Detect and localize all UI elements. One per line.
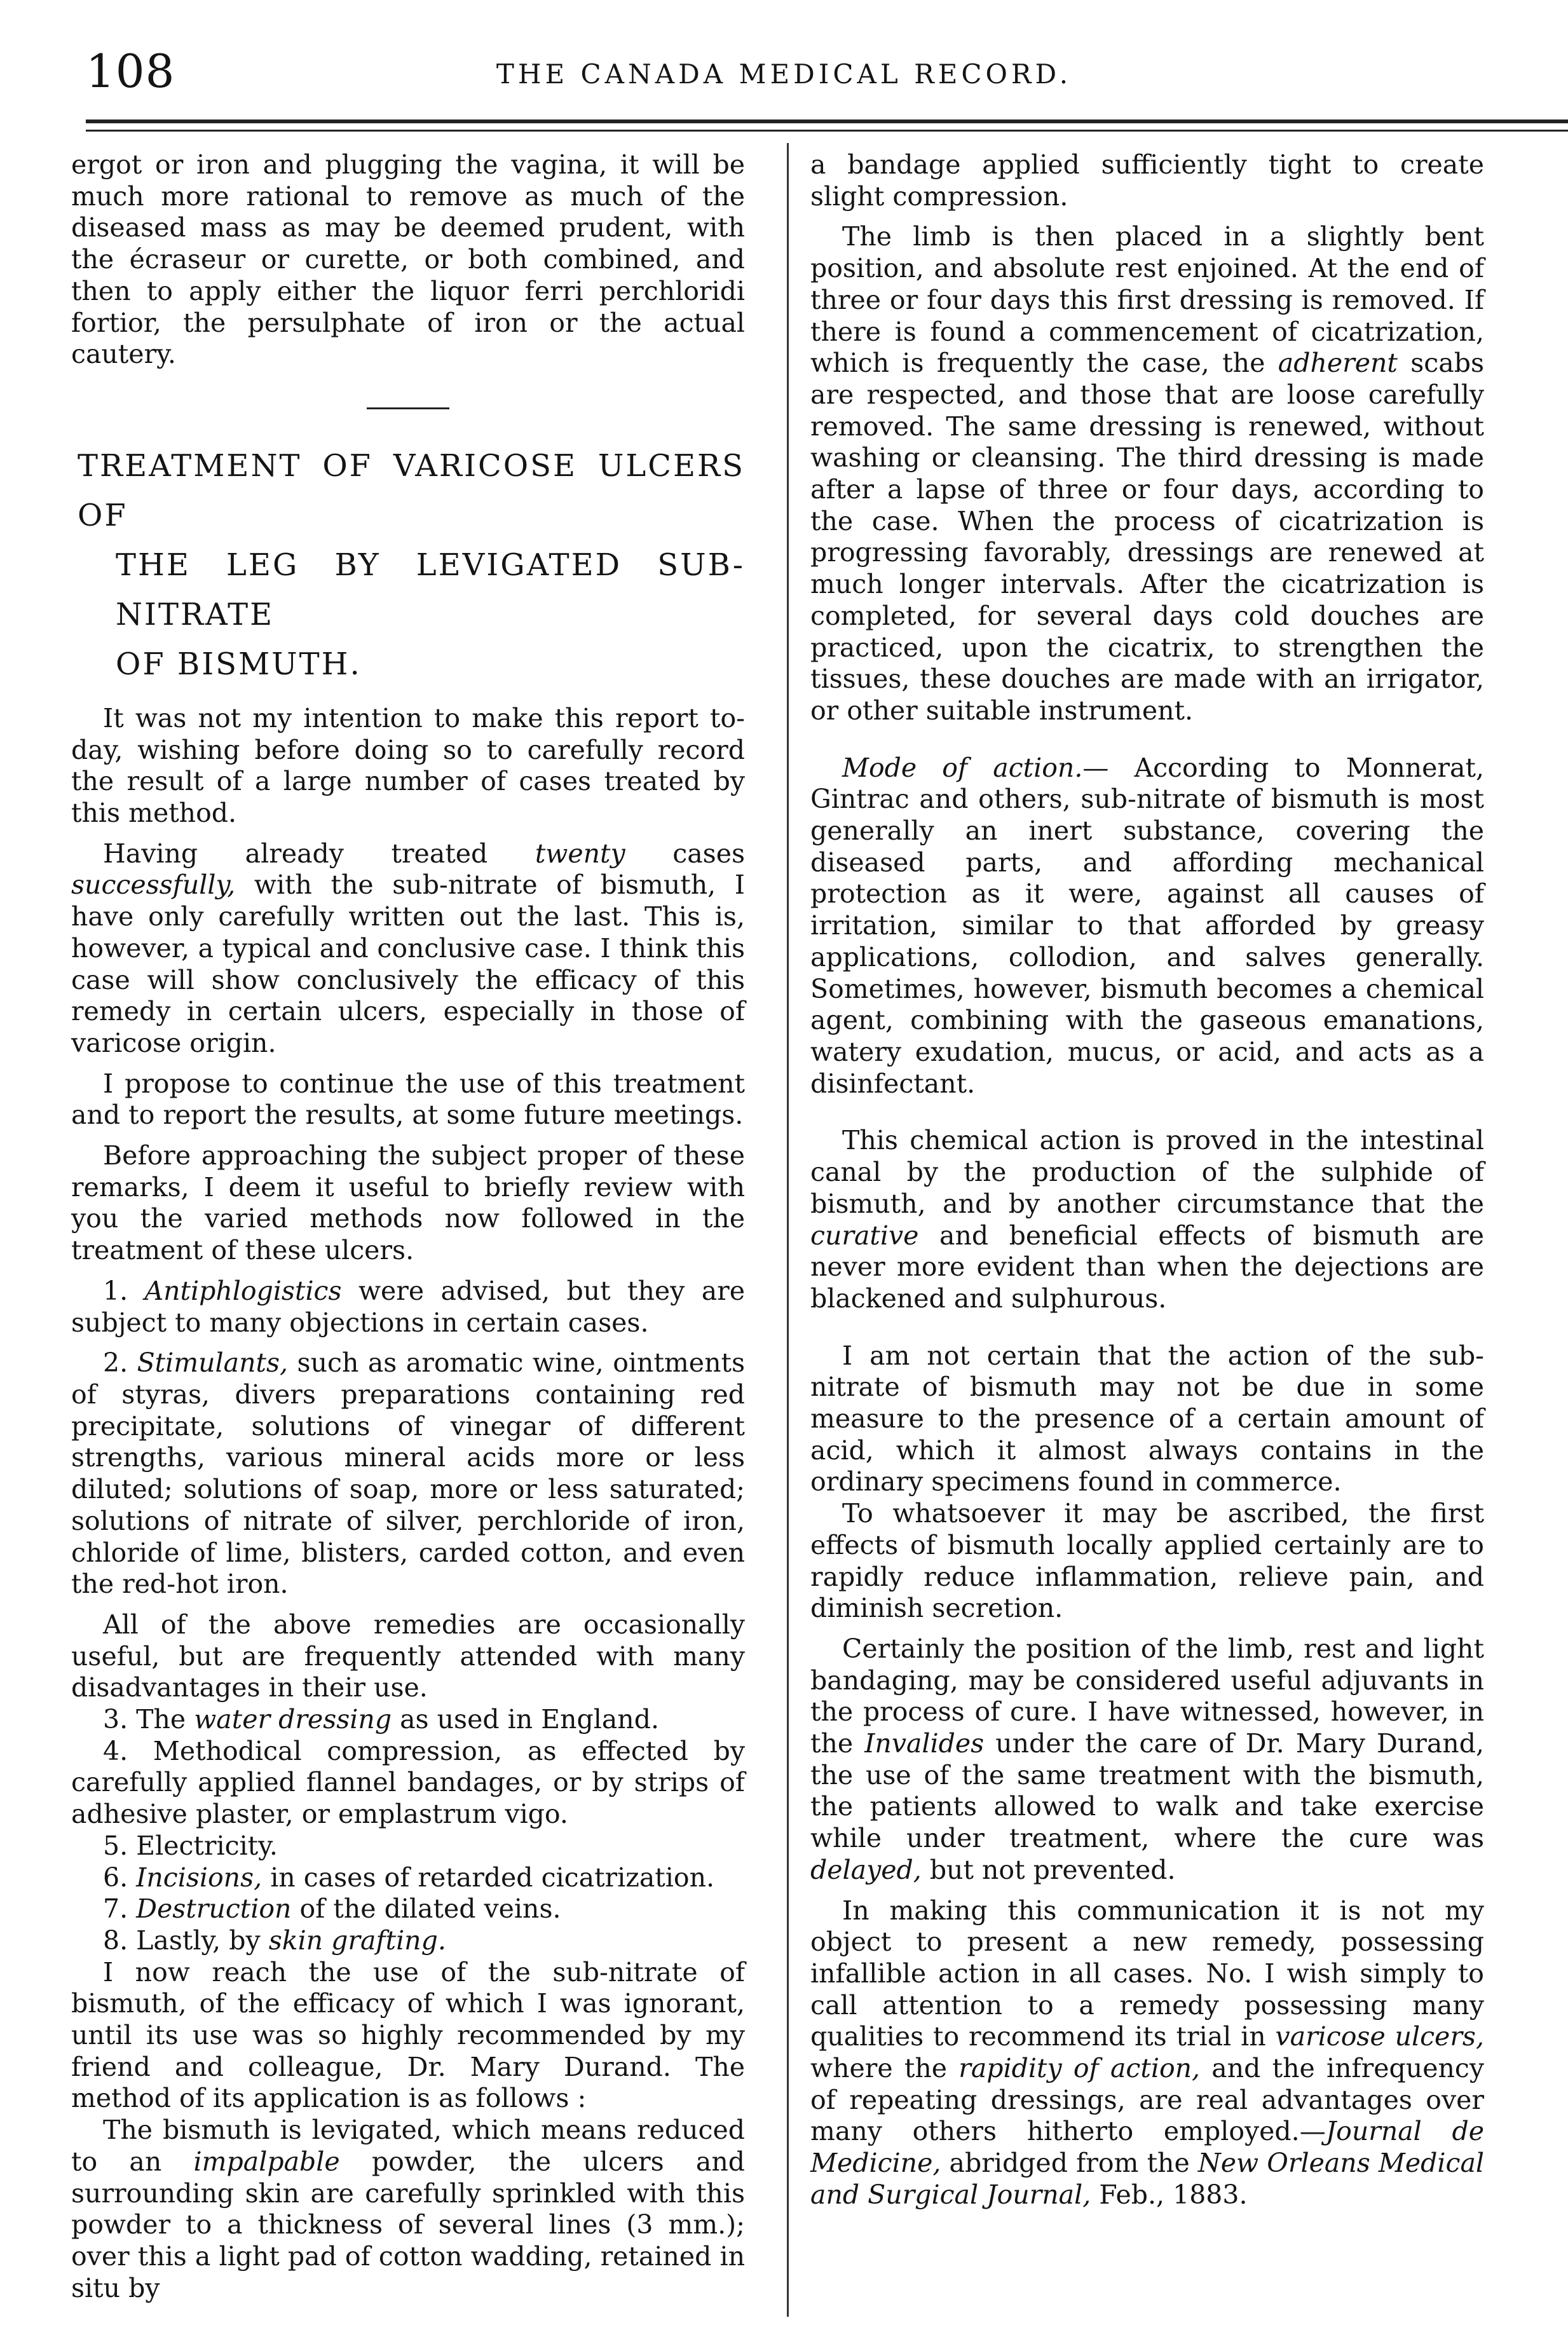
article-title-line-3: OF BISMUTH. (116, 646, 362, 682)
left-column (71, 149, 745, 2304)
paragraph: It was not my intention to make this report to-day, wishing before doing so to carefully record the result of a large number of cases treated by this method. (71, 702, 745, 829)
article-title-line-2: THE LEG BY LEVIGATED SUB-NITRATE (116, 547, 745, 632)
paragraph: The limb is then placed in a slightly bent position, and absolute rest enjoined. At the end of three or four days this first dressing is removed. If there is found a commencement of cicatrization, which is frequently the case, the adherent scabs are respected, and those that are loose carefully removed. The same dressing is renewed, without washing or cleansing. The third dressing is made after a lapse of three or four days, according to the case. When the process of cicatrization is progressing favorably, dressings are renewed at much longer intervals. After the cicatrization is completed, for several days cold douches are practiced, upon the cicatrix, to strengthen the tissues, these douches are made with an irrigator, or other suitable instrument. (810, 221, 1485, 726)
paragraph: Before approaching the subject proper of these remarks, I deem it useful to briefly review with you the varied methods now followed in the treatment of these ulcers. (71, 1140, 745, 1266)
list-item: 4. Methodical compression, as effected by carefully applied flannel bandages, or by strips of adhesive plaster, or emplastrum vigo. (71, 1735, 745, 1830)
article-title-line-1: TREATMENT OF VARICOSE ULCERS OF (78, 447, 745, 533)
right-column (810, 149, 1484, 2211)
list-item: 1. Antiphlogistics were advised, but they are subject to many objections in certain cases. (71, 1275, 745, 1338)
section-separator (367, 407, 449, 409)
list-item: 2. Stimulants, such as aromatic wine, ointments of styras, divers preparations containing red precipitate, solutions of vinegar of different strengths, various mineral acids more or less diluted; solutions of soap, more or less saturated; solutions of nitrate of silver, perchloride of iron, chloride of lime, blisters, carded cotton, and even the red-hot iron. (71, 1347, 745, 1600)
column-divider (787, 143, 789, 2317)
list-item: 8. Lastly, by skin grafting. (103, 1925, 446, 1956)
paragraph: I propose to continue the use of this treatment and to report the results, at some future meetings. (71, 1068, 745, 1131)
running-head: THE CANADA MEDICAL RECORD. (496, 58, 1072, 90)
paragraph: All of the above remedies are occasionally useful, but are frequently attended with many disadvantages in their use. (71, 1609, 745, 1703)
list-item: 5. Electricity. (103, 1830, 278, 1861)
paragraph: I now reach the use of the sub-nitrate of bismuth, of the efficacy of which I was ignorant, until its use was so highly recommended by my friend and colleague, Dr. Mary Durand. The method of its application is as follows : (71, 1956, 745, 2114)
paragraph: Certainly the position of the limb, rest and light bandaging, may be considered useful adjuvants in the process of cure. I have witnessed, however, in the Invalides under the care of Dr. Mary Durand, the use of the same treatment with the bismuth, the patients allowed to walk and take exercise while under treatment, where the cure was delayed, but not prevented. (810, 1633, 1484, 1885)
header-rule-thick (86, 119, 1568, 123)
paragraph: This chemical action is proved in the intestinal canal by the production of the sulphide of bismuth, and by another circumstance that the curative and beneficial effects of bismuth are never more evident than when the dejections are blackened and sulphurous. (810, 1125, 1484, 1314)
header-rule-thin (86, 130, 1568, 132)
paragraph: Having already treated twenty cases successfully, with the sub-nitrate of bismuth, I have only carefully written out the last. This is, however, a typical and conclusive case. I think this case will show conclusively the efficacy of this remedy in certain ulcers, especially in those of varicose origin. (71, 838, 745, 1058)
paragraph: I am not certain that the action of the sub-nitrate of bismuth may not be due in some measure to the presence of a certain amount of acid, which it almost always contains in the ordinary specimens found in commerce. (810, 1340, 1484, 1497)
paragraph: The bismuth is levigated, which means reduced to an impalpable powder, the ulcers and surrounding skin are carefully sprinkled with this powder to a thickness of several lines (3 mm.); over this a light pad of cotton wadding, retained in situ by (71, 2115, 745, 2303)
continued-paragraph: ergot or iron and plugging the vagina, it will be much more rational to remove as much of the diseased mass as may be deemed prudent, with the écraseur or curette, or both combined, and then to apply either the liquor ferri perchloridi fortior, the persulphate of iron or the actual cautery. (71, 149, 745, 370)
paragraph: In making this communication it is not my object to present a new remedy, possessing infallible action in all cases. No. I wish simply to call attention to a remedy possessing many qualities to recommend its trial in varicose ulcers, where the rapidity of action, and the infrequency of repeating dressings, are real advantages over many others hitherto employed.—Journal de Medicine, abridged from the New Orleans Medical and Surgical Journal, Feb., 1883. (810, 1895, 1485, 2210)
page-header (0, 44, 1568, 108)
paragraph: To whatsoever it may be ascribed, the first effects of bismuth locally applied certainly are to rapidly reduce inflammation, relieve pain, and diminish secretion. (810, 1498, 1484, 1624)
continued-paragraph: a bandage applied sufficiently tight to create slight compression. (810, 149, 1484, 212)
paragraph: Mode of action.— According to Monnerat, Gintrac and others, sub-nitrate of bismuth is most generally an inert substance, covering the diseased parts, and affording mechanical protection as it were, against all causes of irritation, similar to that afforded by greasy applications, collodion, and salves generally. Sometimes, however, bismuth becomes a chemical agent, combining with the gaseous emanations, watery exudation, mucus, or acid, and acts as a disinfectant. (810, 752, 1484, 1099)
list-item: 6. Incisions, in cases of retarded cicatrization. (103, 1862, 715, 1893)
page-number: 108 (86, 44, 175, 98)
list-item: 7. Destruction of the dilated veins. (103, 1893, 561, 1925)
list-item: 3. The water dressing as used in England. (103, 1704, 659, 1735)
